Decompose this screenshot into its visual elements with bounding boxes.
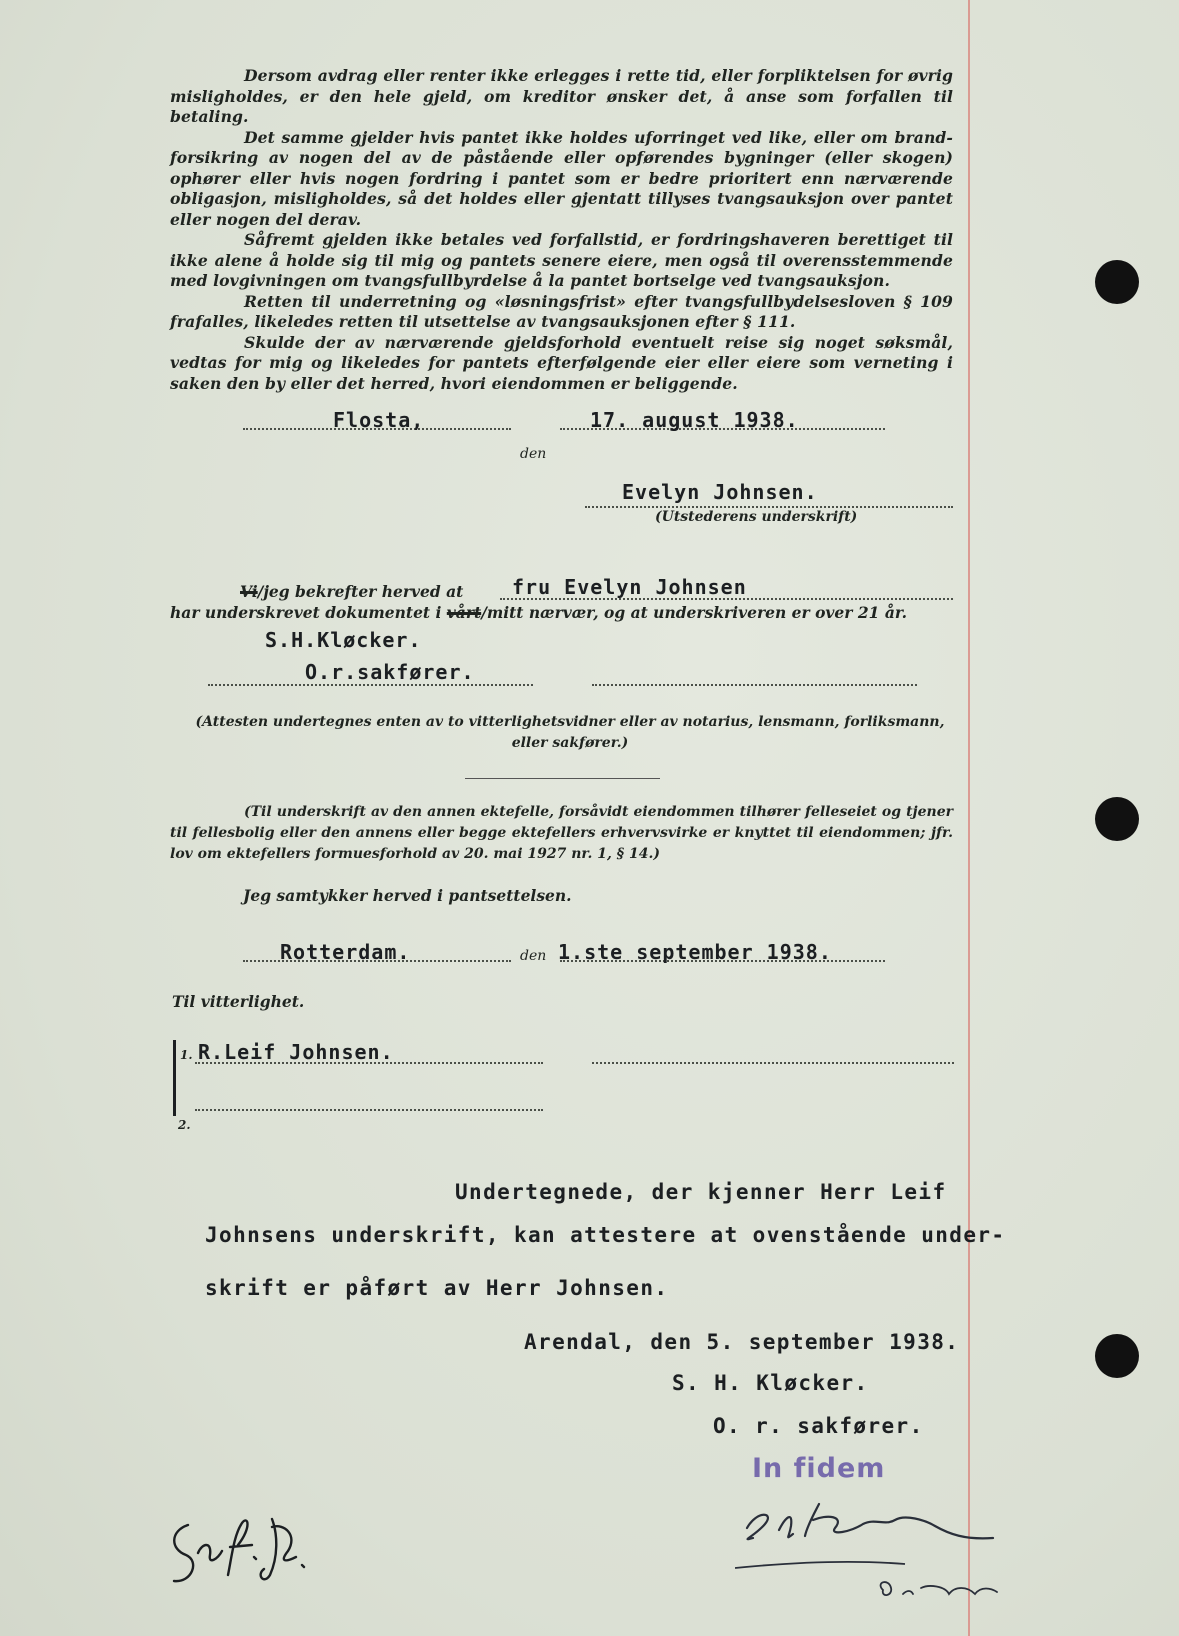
den-label: den	[520, 446, 547, 462]
witness-title: O.r.sakfører.	[305, 660, 475, 684]
attest-note: (Attesten undertegnes enten av to vitterlighetsvidner eller av notarius, lensmann, forliksmann, eller sakfører.)	[195, 714, 945, 751]
terms-clauses	[170, 66, 953, 394]
cert-place-date: Arendal, den 5. september 1938.	[524, 1330, 960, 1354]
witness-name: S.H.Kløcker.	[265, 628, 422, 652]
punch-hole	[1095, 260, 1139, 304]
in-fidem-stamp: In fidem	[752, 1453, 886, 1484]
spouse-place: Rotterdam.	[280, 940, 411, 964]
witness-line	[208, 684, 533, 686]
clause: Det samme gjelder hvis pantet ikke holdes uforringet ved like, eller om brand-forsikring av nogen del av de påstående eller opførendes bygninger (eller skogen) ophører eller hvis nogen fordring i pantet som er bedre prioritert enn nærværende obligasjon, misligholdes, så det holdes eller gjentatt tillyses tvangsauksjon over pantet eller nogen del derav.	[170, 127, 953, 229]
margin-rule	[968, 0, 970, 1636]
handwritten-signature	[735, 1490, 1005, 1620]
attest-text: har underskrevet dokumentet i	[170, 603, 442, 622]
clause: Retten til underretning og «løsningsfrist» efter tvangsfullbydelsesloven § 109 frafalles, likeledes retten til utsettelse av tvangsauksjonen efter § 111.	[170, 291, 953, 331]
row-number: 1.	[180, 1048, 193, 1062]
issuer-name: Evelyn Johnsen.	[622, 480, 818, 504]
clause: Skulde der av nærværende gjeldsforhold eventuelt reise sig noget søksmål, vedtas for mig og likeledes for pantets efterfølgende eier eller eiere som verneting i saken den by eller det herred, hvori eiendommen er beliggende.	[170, 332, 953, 393]
struck-text: Vi	[240, 582, 258, 601]
spouse-note: (Til underskrift av den annen ektefelle, forsåvidt eiendommen tilhører felleseiet og tjener til fellesbolig eller den annens eller begge ektefellers erhvervsvirke er knyttet til eiendommen; jfr. lov om ektefellers formuesforhold av 20. mai 1927 nr. 1, § 14.)	[170, 804, 953, 862]
cert-line: Johnsens underskrift, kan attestere at ovenstående under-	[205, 1223, 1006, 1247]
witness-label: Til vitterlighet.	[172, 992, 305, 1011]
spouse-signer: R.Leif Johnsen.	[198, 1040, 394, 1064]
cert-line: Undertegnede, der kjenner Herr Leif	[455, 1180, 947, 1204]
cert-title: O. r. sakfører.	[713, 1414, 924, 1438]
signer-line	[195, 1062, 543, 1064]
handwritten-initials	[168, 1505, 308, 1595]
row-number: 2.	[178, 1118, 191, 1132]
attested-name: fru Evelyn Johnsen	[512, 575, 747, 599]
cert-name: S. H. Kløcker.	[672, 1371, 869, 1395]
witness-line-2	[592, 684, 917, 686]
cert-line: skrift er påført av Herr Johnsen.	[205, 1276, 669, 1300]
signing-date: 17. august 1938.	[590, 408, 799, 432]
attest-line2	[170, 603, 907, 622]
bracket-mark	[173, 1040, 176, 1116]
signer-line-2	[592, 1062, 954, 1064]
consent-text: Jeg samtykker herved i pantsettelsen.	[243, 886, 572, 905]
punch-hole	[1095, 1334, 1139, 1378]
attest-line1	[240, 582, 463, 601]
clause: Såfremt gjelden ikke betales ved forfallstid, er fordringshaveren berettiget til ikke alene å holde sig til mig og pantets senere eiere, men også til overensstemmende med lovgivningen om tvangsfullbyrdelse å la pantet bortselge ved tvangsauksjon.	[170, 230, 953, 290]
signer-line	[195, 1109, 543, 1111]
signing-place: Flosta,	[333, 408, 425, 432]
den-label: den	[520, 948, 547, 964]
issuer-caption: (Utstederens underskrift)	[655, 509, 858, 525]
struck-text: vårt	[446, 603, 482, 622]
attest-text: /mitt nærvær, og at underskriveren er over 21 år.	[481, 603, 908, 622]
punch-hole	[1095, 797, 1139, 841]
clause: Dersom avdrag eller renter ikke erlegges i rette tid, eller forpliktelsen for øvrig misligholdes, er den hele gjeld, om kreditor ønsker det, å anse som forfallen til betaling.	[170, 66, 953, 126]
spouse-date: 1.ste september 1938.	[558, 940, 832, 964]
divider	[465, 778, 660, 779]
attest-text: /jeg bekrefter herved at	[257, 582, 464, 601]
